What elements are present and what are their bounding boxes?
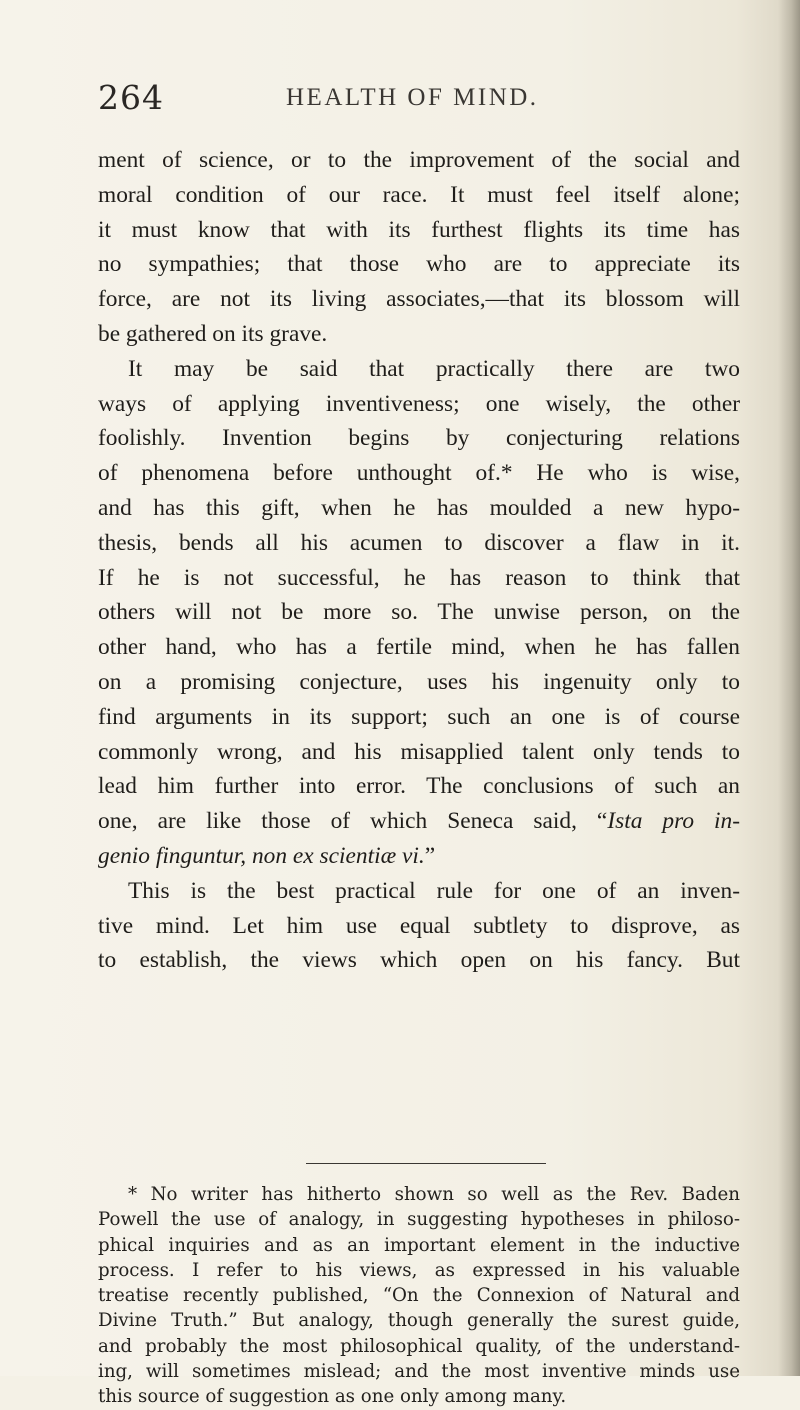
page-edge-shadow bbox=[778, 0, 800, 1376]
latin-quote-start: Ista pro in- bbox=[607, 808, 740, 835]
running-title: HEALTH OF MIND. bbox=[286, 84, 539, 111]
footnote-line: * No writer has hitherto shown so well as the Rev. Baden bbox=[128, 1184, 740, 1205]
footnote-rule bbox=[306, 1163, 546, 1164]
body-line: no sympathies; that those who are to appreciate its bbox=[98, 251, 740, 278]
body-line: others will not be more so. The unwise person, on the bbox=[98, 599, 740, 626]
footnote-line: this source of suggestion as one only among many. bbox=[98, 1386, 567, 1408]
footnote-line: process. I refer to his views, as expressed in his valuable bbox=[98, 1259, 740, 1281]
body-line: on a promising conjecture, uses his ingenuity only to bbox=[98, 668, 740, 695]
seneca-line-roman: one, are like those of which Seneca said, “ bbox=[98, 808, 608, 835]
body-line: be gathered on its grave. bbox=[98, 320, 328, 347]
footnote-line: phical inquiries and as an important element in the inductive bbox=[98, 1234, 740, 1256]
body-line: and has this gift, when he has moulded a new hypo- bbox=[98, 494, 740, 521]
latin-quote-end: genio finguntur, non ex scientiæ vi. bbox=[98, 842, 425, 869]
body-line: tive mind. Let him use equal subtlety to disprove, as bbox=[98, 912, 740, 939]
body-line: ways of applying inventiveness; one wisely, the other bbox=[98, 390, 740, 417]
seneca-quote-line bbox=[98, 804, 740, 839]
body-line: thesis, bends all his acumen to discover a flaw in it. bbox=[98, 529, 740, 556]
paragraph-start-line: This is the best practical rule for one of an inven- bbox=[128, 877, 740, 904]
body-line: it must know that with its furthest flights its time has bbox=[98, 216, 740, 243]
page-number: 264 bbox=[98, 78, 164, 117]
body-line: lead him further into error. The conclusions of such an bbox=[98, 773, 740, 800]
body-line: other hand, who has a fertile mind, when he has fallen bbox=[98, 634, 740, 661]
latin-quote-line bbox=[98, 839, 740, 874]
body-line: moral condition of our race. It must feel itself alone; bbox=[98, 181, 740, 208]
footnote-line: and probably the most philosophical quality, of the understand- bbox=[98, 1335, 740, 1357]
footnote-line: Divine Truth.” But analogy, though generally the surest guide, bbox=[98, 1310, 740, 1332]
body-line: commonly wrong, and his misapplied talent only tends to bbox=[98, 738, 740, 765]
body-line: to establish, the views which open on his fancy. But bbox=[98, 947, 740, 974]
body-line: of phenomena before unthought of.* He who is wise, bbox=[98, 460, 740, 487]
footnote-line: Powell the use of analogy, in suggesting hypotheses in philoso- bbox=[98, 1209, 740, 1231]
latin-quote-close: ” bbox=[424, 842, 436, 869]
body-text bbox=[98, 143, 740, 978]
body-line: foolishly. Invention begins by conjecturing relations bbox=[98, 425, 740, 452]
body-line: find arguments in its support; such an one is of course bbox=[98, 703, 740, 730]
body-line: force, are not its living associates,—that its blossom will bbox=[98, 286, 740, 313]
body-line: If he is not successful, he has reason to think that bbox=[98, 564, 740, 591]
footnote-line: ing, will sometimes mislead; and the most inventive minds use bbox=[98, 1361, 740, 1383]
body-line: ment of science, or to the improvement of the social and bbox=[98, 147, 740, 173]
running-head bbox=[98, 78, 738, 122]
paragraph-start-line: It may be said that practically there are two bbox=[128, 355, 740, 382]
footnote-line: treatise recently published, “On the Connexion of Natural and bbox=[98, 1285, 740, 1307]
